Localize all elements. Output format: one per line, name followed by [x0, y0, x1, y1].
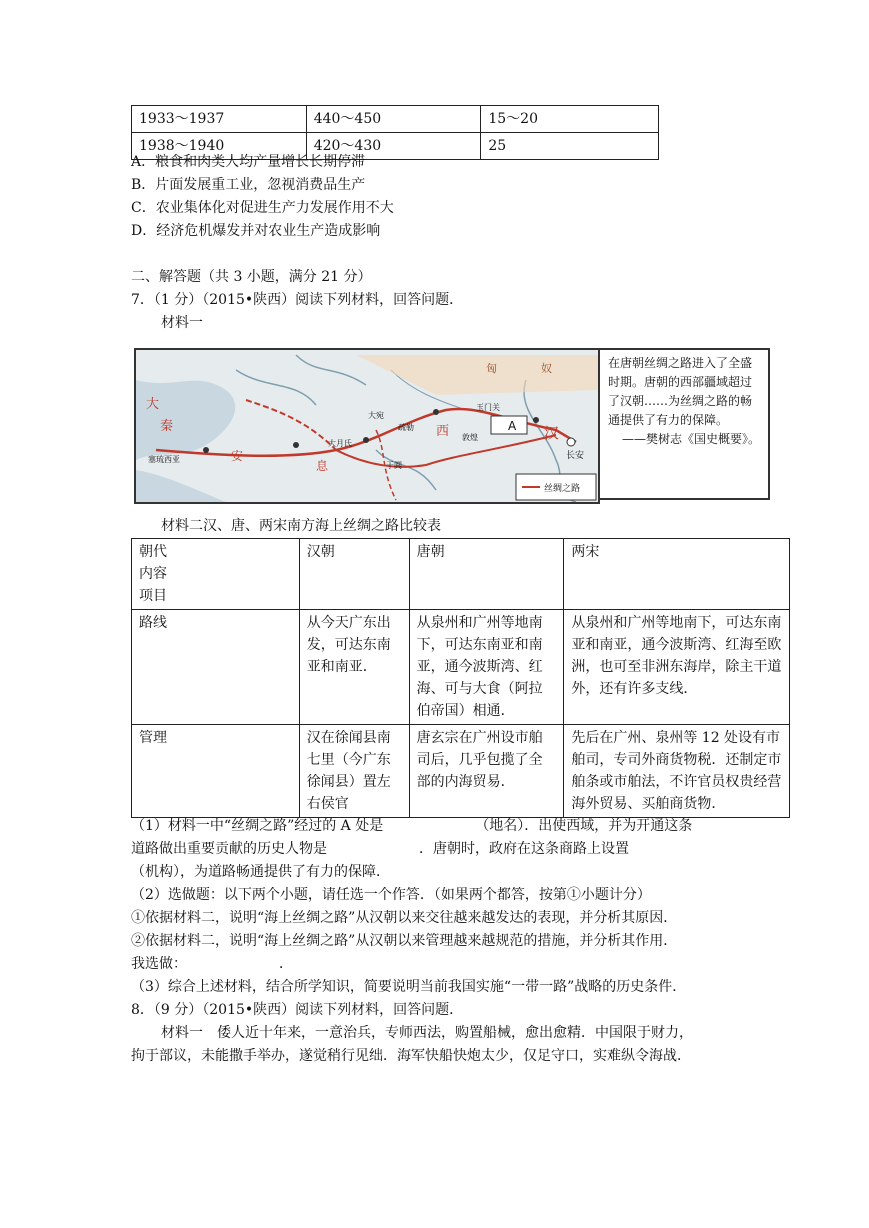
map-label: 疏勒: [398, 423, 414, 432]
map-label: 于阗: [386, 461, 402, 470]
map-label: 息: [316, 459, 329, 473]
table-cell: 1933～1937: [132, 106, 307, 133]
material2-title: 材料二汉、唐、两宋南方海上丝绸之路比较表: [161, 518, 441, 534]
table-cell: 1938～1940: [132, 133, 307, 160]
table-cell: 从泉州和广州等地南下，可达东南亚和南亚，通今波斯湾、红海至欧洲，也可至非洲东海岸，除主干道外，还有许多支线．: [564, 610, 790, 725]
choice-label: 我选做：: [131, 956, 187, 972]
option-b: B．片面发展重工业，忽视消费品生产: [131, 177, 366, 193]
row-label: 路线: [132, 610, 300, 725]
map-label: 汉: [544, 424, 560, 442]
q7-sub1-line1: [131, 815, 692, 837]
table-cell: 汉在徐闻县南七里（今广东徐闻县）置左右侯官: [299, 725, 409, 818]
map-label: 秦: [160, 419, 174, 434]
corner-label: 朝代: [139, 544, 167, 560]
q7-sub1-line2: [131, 838, 629, 860]
header-cell: 唐朝: [409, 539, 564, 610]
header-corner: [132, 539, 300, 610]
option-a: A．粮食和肉类人均产量增长长期停滞: [131, 154, 366, 170]
quote-box: [598, 348, 770, 500]
q7-sub2-option2: ②依据材料二，说明“海上丝绸之路”从汉朝以来管理越来越规范的措施，并分析其作用．: [131, 933, 678, 949]
table-row: [132, 610, 790, 725]
table-row: [132, 725, 790, 818]
map-label: 玉门关: [476, 403, 500, 412]
q8-material1-line2: 拘于部议，未能撒手举办，遂觉稍行见绌．海军快船快炮太少，仅足守口，实难纵令海战．: [131, 1048, 691, 1064]
map-label: 奴: [541, 362, 552, 375]
table-cell: 从泉州和广州等地南下，可达东南亚和南亚，通今波斯湾、红海、可与大食（阿拉伯帝国）相通．: [409, 610, 564, 725]
header-cell: 两宋: [564, 539, 790, 610]
maritime-silk-road-table: [131, 538, 790, 818]
corner-label: 项目: [139, 588, 167, 604]
map-label: 西: [436, 424, 450, 439]
sub1-text: ．唐朝时，政府在这条商路上设置: [419, 841, 629, 857]
sub1-text: 道路做出重要贡献的历史人物是: [131, 841, 327, 857]
q7-sub2: （2）选做题：以下两个小题，请任选一个作答．（如果两个都答，按第①小题计分）: [131, 887, 651, 903]
q7-sub1-line3: （机构），为道路畅通提供了有力的保障．: [131, 864, 390, 880]
q7-sub3: （3）综合上述材料，结合所学知识，简要说明当前我国实施“一带一路”战略的历史条件．: [131, 979, 687, 995]
row-label: 管理: [132, 725, 300, 818]
q8-material1-line1: 材料一 倭人近十年来，一意治兵，专师西法，购置船械，愈出愈精．中国限于财力，: [161, 1025, 693, 1041]
option-d: D．经济危机爆发并对农业生产造成影响: [131, 223, 381, 239]
corner-label: 内容: [139, 566, 167, 582]
sub1-text: （1）材料一中“丝绸之路”经过的 A 处是: [131, 818, 384, 834]
map-label: 大月氏: [328, 439, 352, 448]
quote-source: ——樊树志《国史概要》。: [621, 432, 760, 446]
q7-sub2-option1: ①依据材料二，说明“海上丝绸之路”从汉朝以来交往越来越发达的表现，并分析其原因．: [131, 910, 678, 926]
q7-stem: 7．（1 分）（2015•陕西）阅读下列材料，回答问题．: [131, 292, 464, 308]
table-cell: 25: [481, 133, 659, 160]
choice-end: ．: [279, 956, 293, 972]
table-cell: 15～20: [481, 106, 659, 133]
material1-label: 材料一: [161, 315, 203, 331]
map-label: 安: [231, 449, 244, 463]
table-row: [132, 539, 790, 610]
silk-road-map: [134, 348, 600, 504]
box-a-label: A: [508, 419, 517, 433]
map-graphic: [136, 350, 598, 502]
map-label: 大宛: [368, 411, 384, 420]
section-title: 二、解答题（共 3 小题，满分 21 分）: [131, 269, 372, 285]
table-cell: 唐玄宗在广州设市舶司后，几乎包揽了全部的内海贸易．: [409, 725, 564, 818]
table-cell: 420～430: [306, 133, 481, 160]
map-label: 长安: [566, 451, 585, 461]
quote-text: 在唐朝丝绸之路进入了全盛时期。唐朝的西部疆域超过了汉朝……为丝绸之路的畅通提供了有力的保障。: [608, 356, 753, 427]
sub1-text: （地名）．出使西域，并为开通这条: [475, 818, 693, 834]
map-label: 塞琉西亚: [148, 455, 180, 464]
table-cell: 先后在广州、泉州等 12 处设有市舶司，专司外商货物税．还制定市舶条或市舶法，不许官员权贵经营海外贸易、买舶商货物．: [564, 725, 790, 818]
map-label: 敦煌: [462, 433, 478, 442]
map-label: 大: [146, 397, 160, 412]
table-row: [132, 106, 659, 133]
option-c: C．农业集体化对促进生产力发展作用不大: [131, 200, 394, 216]
q7-sub2-choice: [131, 953, 293, 975]
table-cell: 从今天广东出发，可达东南亚和南亚．: [299, 610, 409, 725]
header-cell: 汉朝: [299, 539, 409, 610]
table-cell: 440～450: [306, 106, 481, 133]
map-label: 匈: [486, 362, 497, 375]
legend-label: 丝绸之路: [544, 484, 581, 494]
q8-stem: 8．（9 分）（2015•陕西）阅读下列材料，回答问题．: [131, 1002, 464, 1018]
